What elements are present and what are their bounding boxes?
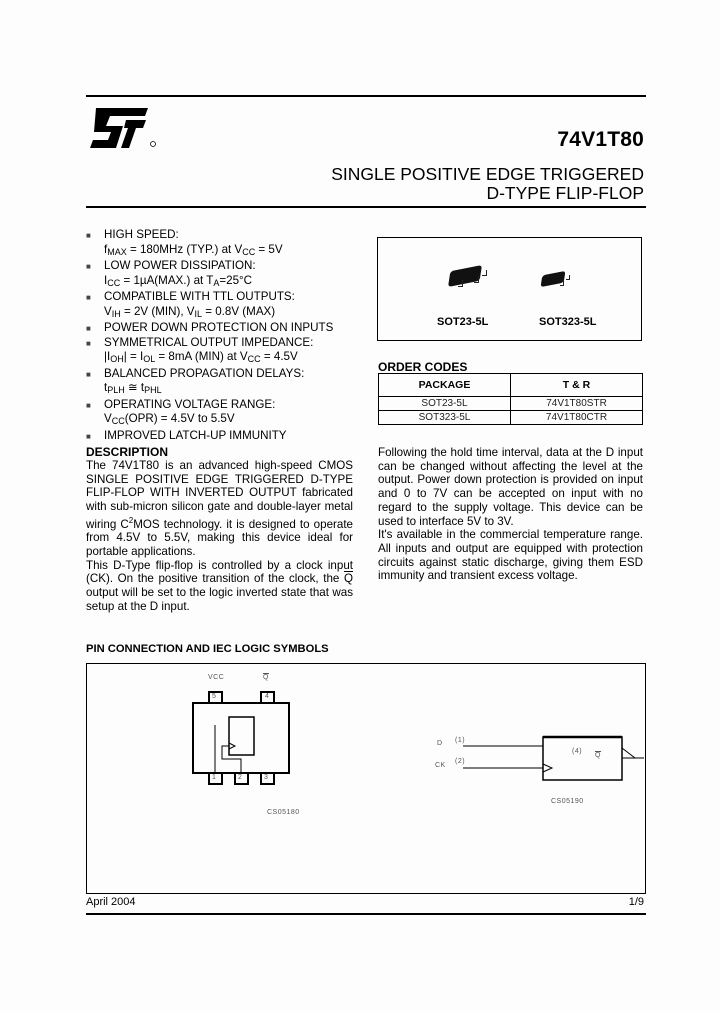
- figure-code-left: CS05180: [267, 809, 300, 816]
- feature-detail: $V_{IH} = 2V$ (MIN), $V_{IL} = 0.8V$ (MAX): [104, 304, 276, 319]
- feature-detail: $t_{PLH}$ ≅ $t_{PHL}$: [104, 381, 162, 395]
- iec-input-ck-pin: (2): [455, 758, 466, 765]
- pin-label-vcc: VCC: [208, 674, 225, 681]
- bullet-icon: ■: [86, 431, 91, 441]
- cell-package: SOT323-5L: [379, 411, 511, 425]
- subtitle-line-1: SINGLE POSITIVE EDGE TRIGGERED: [331, 164, 644, 184]
- pin-number: 2: [238, 774, 243, 781]
- feature-item: [86, 429, 366, 444]
- pin-number: 5: [212, 693, 217, 700]
- feature-item: [86, 336, 366, 367]
- description-column-right: [378, 446, 643, 583]
- feature-title: LOW POWER DISSIPATION:: [104, 259, 256, 272]
- description-paragraph: Following the hold time interval, data at the D input can be changed without affecting the level at the output. Power down protection is provided on input and 0 to 7V can be accepted on input with no regard to the supply voltage. This device can be used to interface 5V to 3V.: [378, 446, 643, 528]
- feature-item: [86, 290, 366, 321]
- top-rule: [86, 95, 646, 97]
- pin-number: 4: [265, 693, 270, 700]
- pin-connection-diagram: [87, 664, 644, 892]
- footer-rule: [86, 913, 646, 915]
- iec-output-pin: (4): [572, 748, 583, 755]
- bullet-icon: ■: [86, 369, 91, 379]
- feature-list: [86, 228, 366, 443]
- feature-detail: $V_{CC}(OPR) = 4.5V$ to 5.5V: [104, 412, 235, 426]
- description-column-left: [86, 459, 353, 614]
- column-header-t-and-r: T & R: [511, 374, 643, 397]
- feature-title: OPERATING VOLTAGE RANGE:: [104, 397, 276, 411]
- feature-detail: $I_{CC} = 1\mu A(MAX.)$ at $T_A=25^\circ C$: [104, 273, 253, 288]
- pin-number: 1: [212, 774, 217, 781]
- package-label-sot23: SOT23-5L: [437, 316, 489, 328]
- pin-connection-box: [86, 663, 646, 894]
- header-bottom-rule: [86, 206, 646, 208]
- feature-detail: $f_{MAX} = 180MHz$ (TYP.) at $V_{CC} = 5V$: [104, 242, 283, 257]
- order-codes-table: [378, 373, 643, 425]
- bullet-icon: ■: [86, 262, 91, 271]
- feature-title: POWER DOWN PROTECTION ON INPUTS: [104, 321, 334, 334]
- pin-label-q: $\overline{Q}$: [263, 674, 269, 681]
- bullet-icon: ■: [86, 324, 91, 333]
- description-paragraph: This D-Type flip-flop is controlled by a clock input (CK). On the positive transition of the clock, the $\overline{Q}$ output will be set to the logic inverted state that was setup at the D input.: [86, 558, 353, 613]
- figure-code-right: CS05190: [551, 798, 584, 805]
- package-label-sot323: SOT323-5L: [539, 316, 597, 328]
- feature-item: [86, 367, 366, 398]
- feature-item: [86, 228, 366, 259]
- pin-number: 3: [264, 774, 269, 781]
- subtitle-line-2: D-TYPE FLIP-FLOP: [486, 183, 644, 203]
- feature-title: SYMMETRICAL OUTPUT IMPEDANCE:: [104, 335, 314, 349]
- iec-input-d-label: D: [437, 740, 443, 747]
- feature-title: COMPATIBLE WITH TTL OUTPUTS:: [104, 290, 295, 303]
- bullet-icon: ■: [86, 400, 91, 410]
- column-header-package: PACKAGE: [379, 374, 511, 397]
- footer-page-number: 1/9: [628, 896, 644, 908]
- description-paragraph: It's available in the commercial temperature range. All inputs and output are equipped with protection circuits against static discharge, giving them ESD immunity and transient excess voltage.: [378, 528, 643, 583]
- description-heading: DESCRIPTION: [86, 445, 169, 459]
- description-paragraph: The 74V1T80 is an advanced high-speed CMOS SINGLE POSITIVE EDGE TRIGGERED D-TYPE FLIP-FLOP WITH INVERTED OUTPUT fabricated with sub-micron silicon gate and double-layer metal wiring $C^2MOS$ technology. it is designed to operate from 4.5V to 5.5V, making this device ideal for portable applications.: [86, 459, 353, 559]
- iec-output-q-label: $\overline{Q}$: [595, 752, 601, 759]
- feature-title: BALANCED PROPAGATION DELAYS:: [104, 366, 305, 380]
- part-number: 74V1T80: [557, 128, 644, 151]
- bullet-icon: ■: [86, 338, 91, 348]
- iec-input-d-pin: (1): [455, 737, 466, 744]
- cell-order-code: 74V1T80STR: [511, 397, 643, 411]
- bullet-icon: ■: [86, 231, 91, 240]
- feature-title: HIGH SPEED:: [104, 228, 179, 241]
- pin-connection-heading: PIN CONNECTION AND IEC LOGIC SYMBOLS: [86, 643, 329, 655]
- table-row: [379, 397, 643, 411]
- iec-input-ck-label: CK: [435, 762, 446, 769]
- feature-detail: $|I_{OH}| = I_{OL} = 8mA$ (MIN) at $V_{CC} = 4.5V$: [104, 350, 298, 364]
- feature-item: [86, 321, 366, 336]
- table-row: [379, 411, 643, 425]
- feature-item: [86, 259, 366, 290]
- device-subtitle: [331, 165, 644, 203]
- cell-order-code: 74V1T80CTR: [511, 411, 643, 425]
- table-header-row: [379, 374, 643, 397]
- package-images-box: [377, 237, 642, 341]
- cell-package: SOT23-5L: [379, 397, 511, 411]
- feature-item: [86, 398, 366, 429]
- order-codes-title: ORDER CODES: [378, 360, 468, 374]
- st-logo-icon: [88, 106, 158, 150]
- feature-title: IMPROVED LATCH-UP IMMUNITY: [104, 428, 287, 442]
- footer-date: April 2004: [86, 896, 136, 908]
- bullet-icon: ■: [86, 293, 91, 302]
